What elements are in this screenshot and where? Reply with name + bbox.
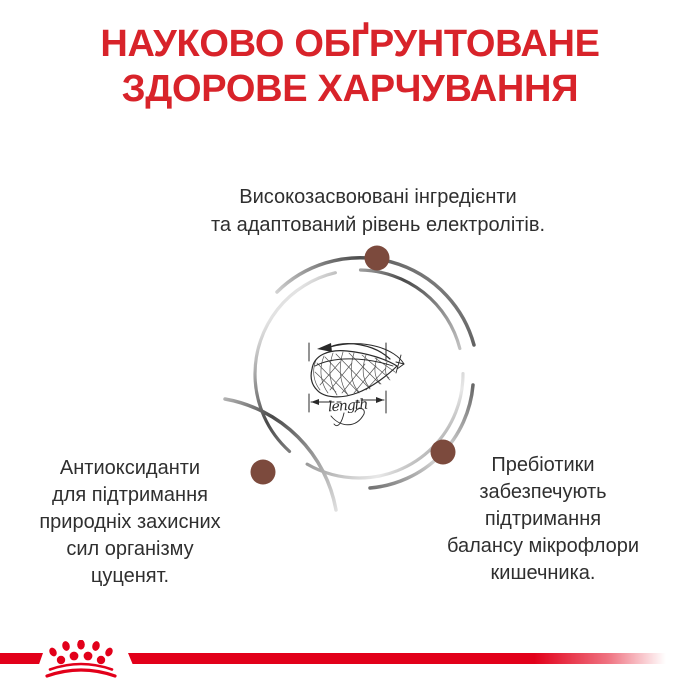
callout-line: Антиоксиданти [59, 457, 201, 479]
crown-pearls [48, 640, 114, 664]
page-title-line-1: НАУКОВО ОБҐРУНТОВАНЕ [100, 23, 600, 65]
callout-dots [251, 246, 456, 485]
kibble-length-label: length [327, 396, 368, 416]
callout-line: балансу мікрофлори [446, 535, 640, 557]
callout-line: кишечника. [490, 562, 596, 584]
kibble-sketch-icon [309, 343, 404, 426]
crown-band-lower [47, 670, 115, 676]
callout-line: цуценят. [90, 565, 170, 587]
callout-dot-top [365, 246, 390, 271]
callout-dot-left [251, 460, 276, 485]
footer-stripe-left [0, 653, 43, 664]
callout-right-prebiotics [423, 452, 663, 587]
callout-line: підтримання [484, 508, 602, 530]
callout-line: Пребіотики [491, 454, 595, 476]
callout-line: природніх захисних [39, 511, 221, 533]
callout-line: та адаптований рівень електролітів. [210, 214, 546, 236]
footer-stripe-right [128, 653, 700, 664]
royal-canin-crown-icon [44, 640, 122, 680]
callout-line: для підтримання [52, 484, 208, 506]
callout-line: Високозасвоювані інгредієнти [239, 186, 517, 208]
page-title-line-2: ЗДОРОВЕ ХАРЧУВАННЯ [121, 68, 579, 110]
callout-line: забезпечують [479, 481, 607, 503]
callout-left-antioxidants [10, 455, 250, 590]
callout-line: сил організму [66, 538, 194, 560]
